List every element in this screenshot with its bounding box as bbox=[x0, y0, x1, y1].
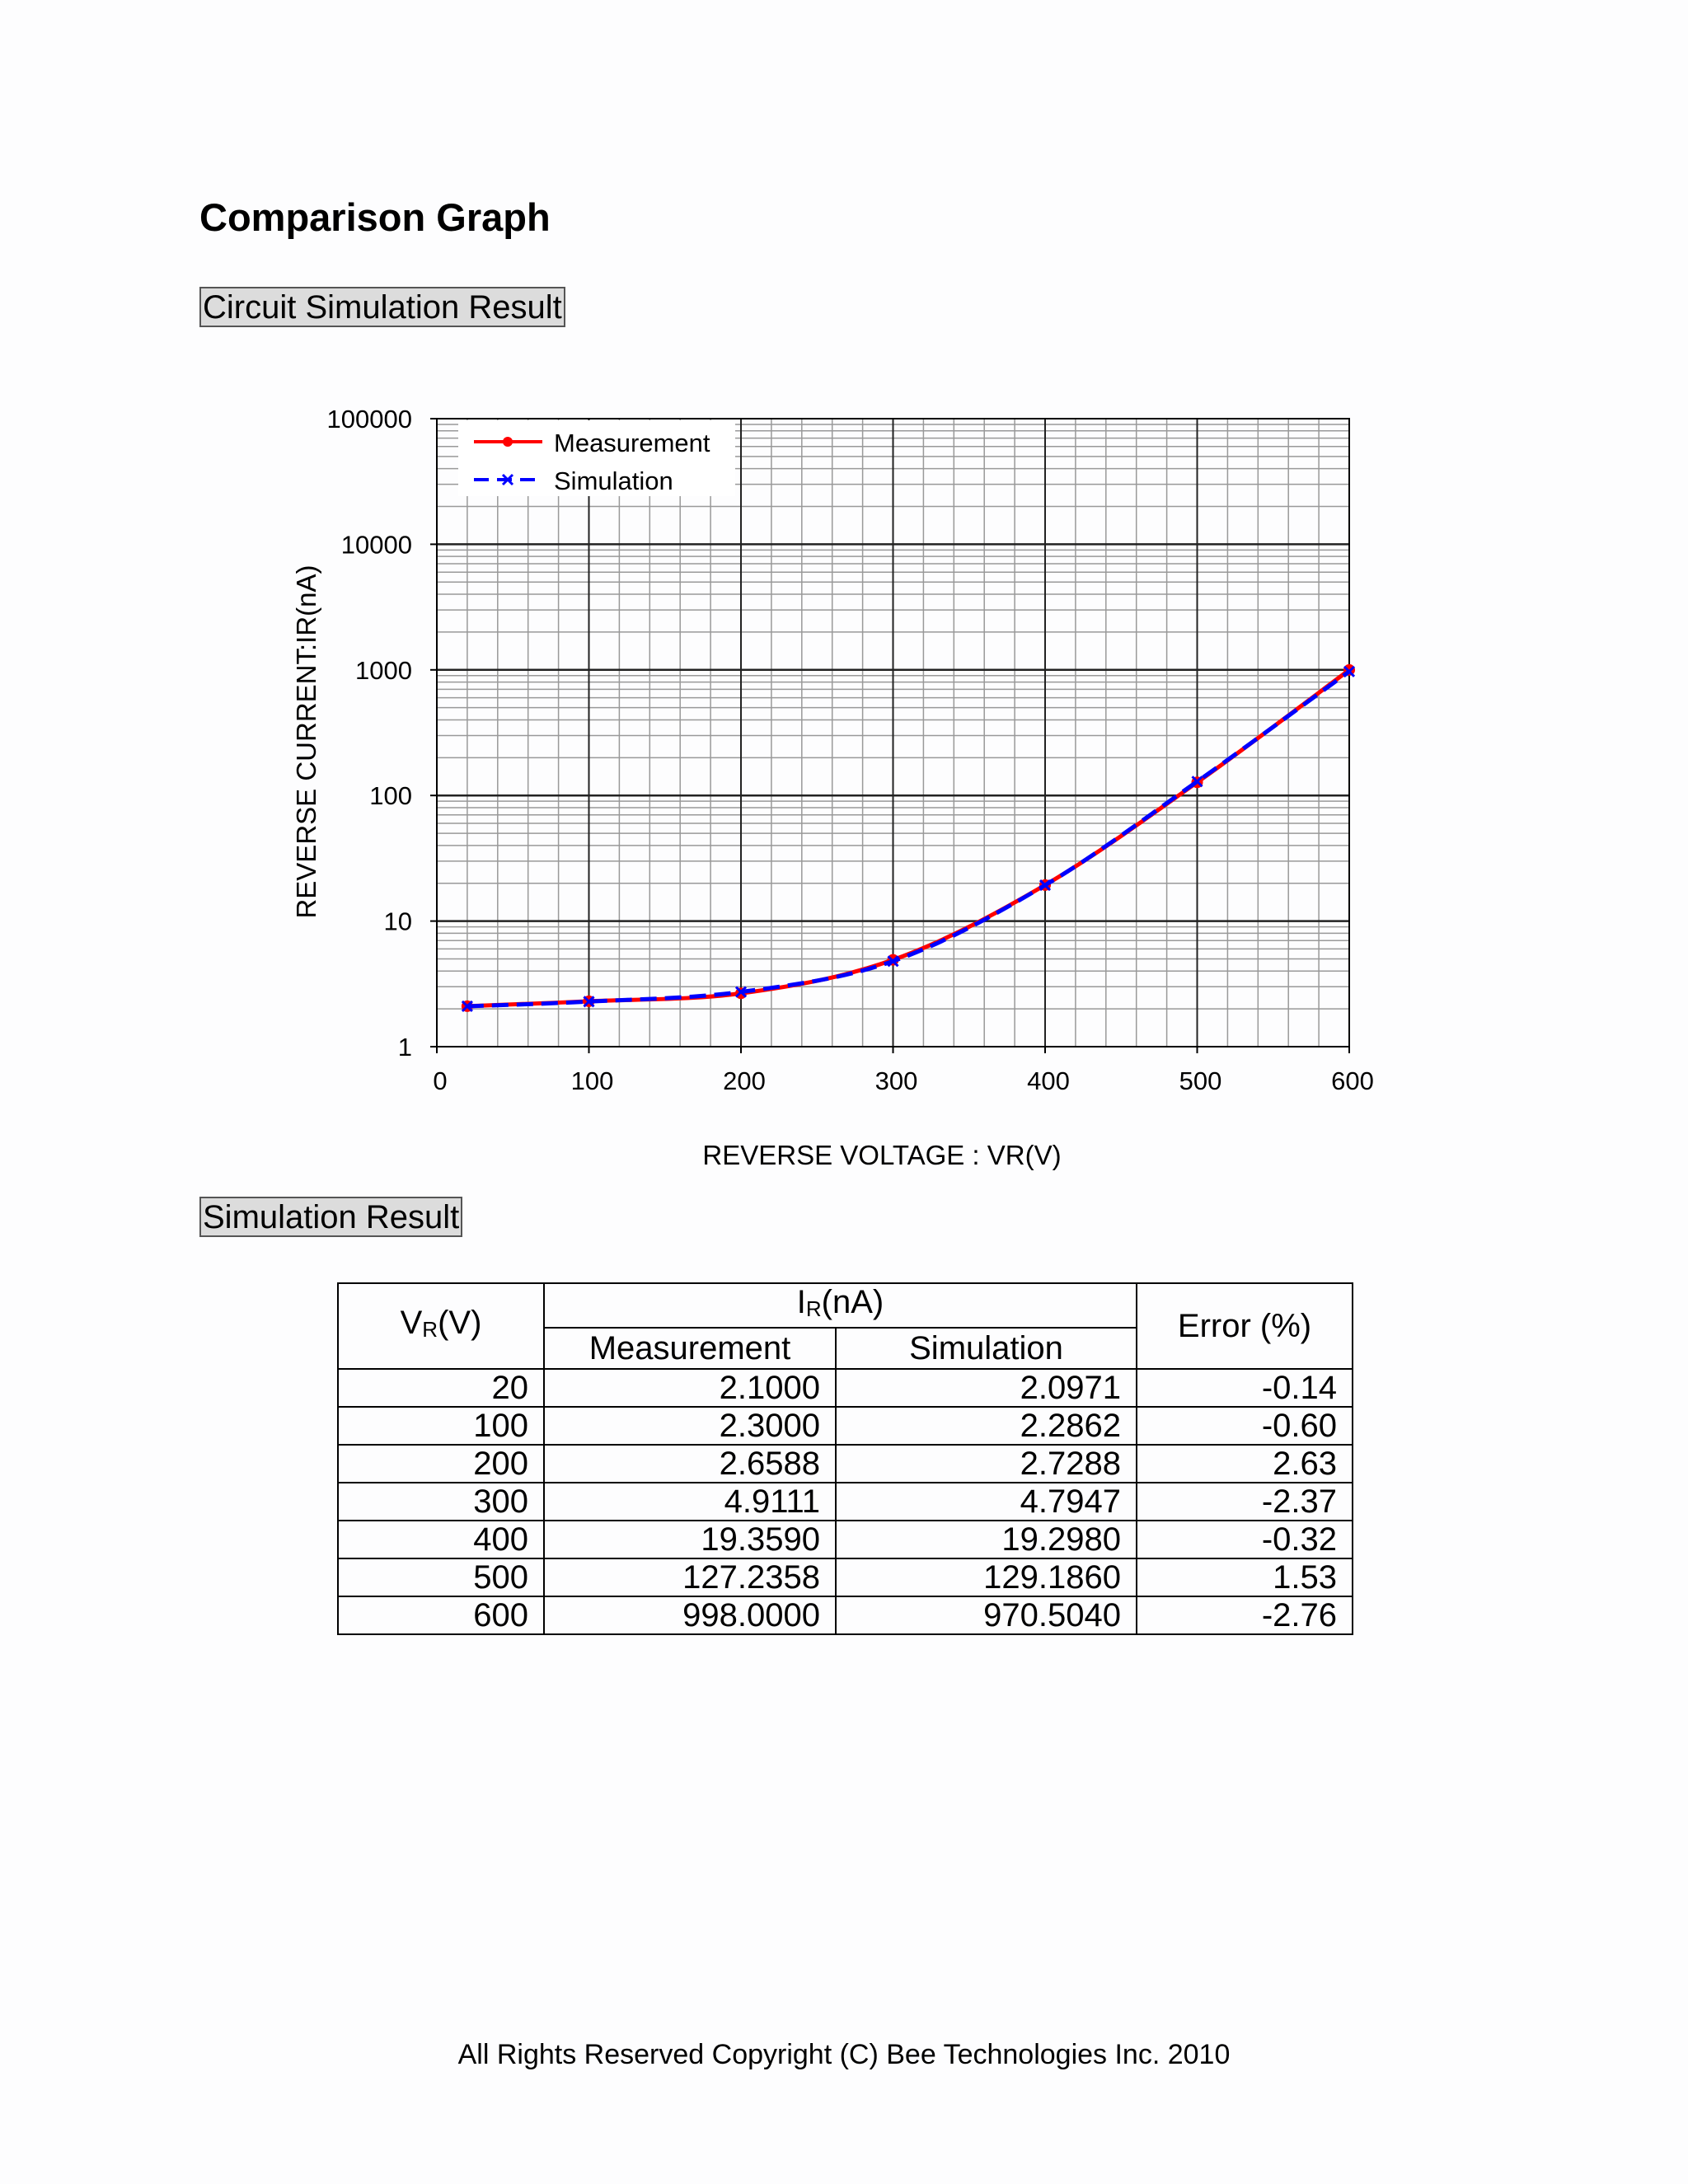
measurement-cell: 2.3000 bbox=[544, 1407, 836, 1445]
vr-cell: 400 bbox=[338, 1521, 544, 1558]
simulation-cell: 970.5040 bbox=[836, 1596, 1137, 1634]
simulation-result-label: Simulation Result bbox=[199, 1197, 462, 1237]
simulation-series-line bbox=[467, 672, 1349, 1006]
measurement-column-header: Measurement bbox=[544, 1328, 836, 1369]
y-tick-label: 10000 bbox=[340, 530, 412, 560]
simulation-cell: 2.2862 bbox=[836, 1407, 1137, 1445]
y-axis-title: REVERSE CURRENT:IR(nA) bbox=[291, 565, 321, 919]
error-cell: -0.32 bbox=[1137, 1521, 1353, 1558]
table-row bbox=[338, 1521, 1353, 1558]
x-tick-label: 600 bbox=[1331, 1066, 1374, 1095]
ir-header-main: I bbox=[796, 1284, 806, 1320]
x-tick-label: 400 bbox=[1027, 1066, 1070, 1095]
vr-header-sub: R bbox=[422, 1317, 438, 1342]
y-tick-label: 100000 bbox=[326, 405, 412, 434]
series-layer bbox=[462, 664, 1355, 1012]
simulation-cell: 2.0971 bbox=[836, 1369, 1137, 1407]
measurement-cell: 998.0000 bbox=[544, 1596, 836, 1634]
table-row bbox=[338, 1407, 1353, 1445]
table-row bbox=[338, 1596, 1353, 1634]
y-tick-label: 10 bbox=[383, 907, 412, 936]
measurement-cell: 4.9111 bbox=[544, 1483, 836, 1521]
vr-cell: 200 bbox=[338, 1445, 544, 1483]
vr-cell: 300 bbox=[338, 1483, 544, 1521]
vr-cell: 600 bbox=[338, 1596, 544, 1634]
legend-measurement-marker bbox=[503, 437, 513, 447]
simulation-column-header: Simulation bbox=[836, 1328, 1137, 1369]
chart-legend bbox=[458, 420, 735, 496]
x-axis-title: REVERSE VOLTAGE : VR(V) bbox=[702, 1140, 1062, 1170]
error-cell: -2.37 bbox=[1137, 1483, 1353, 1521]
x-tick-label: 0 bbox=[433, 1066, 448, 1095]
simulation-cell: 129.1860 bbox=[836, 1558, 1137, 1596]
vr-column-header bbox=[338, 1283, 544, 1369]
measurement-cell: 2.1000 bbox=[544, 1369, 836, 1407]
ir-header-sub: R bbox=[805, 1296, 822, 1321]
error-column-header: Error (%) bbox=[1137, 1283, 1353, 1369]
legend-measurement-label: Measurement bbox=[554, 429, 710, 457]
y-tick-label: 1 bbox=[397, 1033, 412, 1062]
table-row bbox=[338, 1369, 1353, 1407]
x-tick-label: 300 bbox=[874, 1066, 918, 1095]
copyright-footer: All Rights Reserved Copyright (C) Bee Technologies Inc. 2010 bbox=[457, 2039, 1231, 2070]
error-cell: 2.63 bbox=[1137, 1445, 1353, 1483]
error-cell: -0.60 bbox=[1137, 1407, 1353, 1445]
table-row bbox=[338, 1445, 1353, 1483]
measurement-cell: 2.6588 bbox=[544, 1445, 836, 1483]
y-tick-label: 100 bbox=[369, 781, 412, 811]
major-grid bbox=[437, 419, 1349, 1047]
error-cell: -2.76 bbox=[1137, 1596, 1353, 1634]
simulation-cell: 19.2980 bbox=[836, 1521, 1137, 1558]
measurement-cell: 19.3590 bbox=[544, 1521, 836, 1558]
x-tick-label: 200 bbox=[723, 1066, 766, 1095]
table-row bbox=[338, 1483, 1353, 1521]
table-row bbox=[338, 1558, 1353, 1596]
vr-header-main: V bbox=[400, 1305, 423, 1341]
x-tick-label: 500 bbox=[1179, 1066, 1222, 1095]
table-header-row bbox=[338, 1283, 1353, 1328]
vr-cell: 100 bbox=[338, 1407, 544, 1445]
x-tick-label: 100 bbox=[570, 1066, 614, 1095]
tick-labels bbox=[327, 405, 1374, 1095]
vr-cell: 500 bbox=[338, 1558, 544, 1596]
measurement-cell: 127.2358 bbox=[544, 1558, 836, 1596]
error-cell: 1.53 bbox=[1137, 1558, 1353, 1596]
vr-cell: 20 bbox=[338, 1369, 544, 1407]
legend-simulation-label: Simulation bbox=[554, 466, 673, 495]
vr-header-unit: (V) bbox=[438, 1305, 482, 1341]
results-body bbox=[338, 1283, 1353, 1634]
ir-column-header bbox=[544, 1283, 1137, 1328]
results-table bbox=[337, 1282, 1353, 1635]
error-cell: -0.14 bbox=[1137, 1369, 1353, 1407]
ir-header-unit: (nA) bbox=[821, 1284, 884, 1320]
circuit-simulation-result-label: Circuit Simulation Result bbox=[199, 287, 565, 327]
page-title: Comparison Graph bbox=[199, 195, 551, 239]
simulation-cell: 2.7288 bbox=[836, 1445, 1137, 1483]
simulation-cell: 4.7947 bbox=[836, 1483, 1137, 1521]
y-tick-label: 1000 bbox=[355, 655, 412, 685]
